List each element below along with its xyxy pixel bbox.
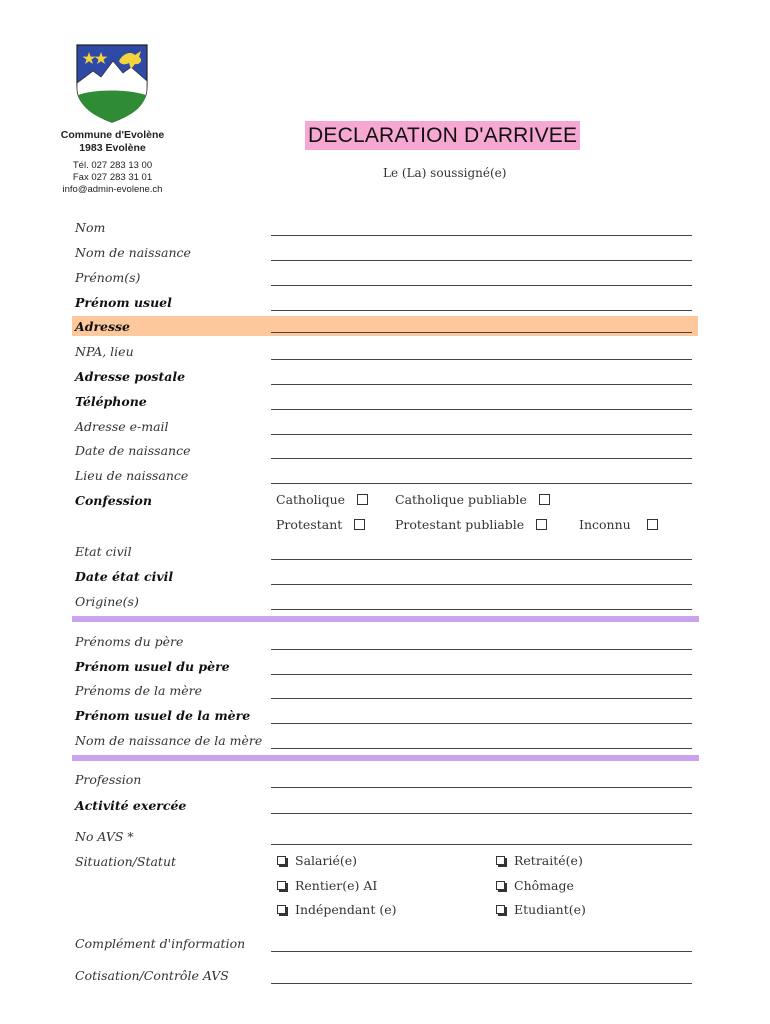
- input-cotisation[interactable]: [271, 983, 692, 984]
- option-catholique-label: Catholique: [276, 492, 346, 507]
- label-npa-lieu: NPA, lieu: [75, 344, 134, 359]
- option-inconnu-label: Inconnu: [579, 517, 631, 532]
- input-email[interactable]: [271, 434, 692, 435]
- label-email: Adresse e-mail: [75, 419, 169, 434]
- checkbox-icon[interactable]: [647, 519, 658, 530]
- option-rentier-label: Rentier(e) AI: [295, 878, 378, 893]
- label-activite: Activité exercée: [75, 798, 187, 813]
- checkbox-icon[interactable]: [496, 881, 505, 890]
- input-prenom-usuel-mere[interactable]: [271, 723, 692, 724]
- option-protestant-publiable[interactable]: [395, 517, 547, 532]
- input-nom-naissance[interactable]: [271, 260, 692, 261]
- option-salarie[interactable]: [277, 853, 357, 868]
- checkbox-icon[interactable]: [496, 905, 505, 914]
- option-etudiant[interactable]: [496, 902, 586, 917]
- row-date-naissance: [0, 441, 770, 465]
- label-date-etat-civil: Date état civil: [75, 569, 174, 584]
- row-prenom-usuel-pere: [0, 657, 770, 681]
- checkbox-icon[interactable]: [496, 856, 505, 865]
- section-divider: [72, 616, 699, 622]
- input-nom[interactable]: [271, 235, 692, 236]
- label-prenom-usuel-mere: Prénom usuel de la mère: [75, 708, 251, 723]
- page-title: DECLARATION D'ARRIVEE: [305, 121, 580, 150]
- input-activite[interactable]: [271, 813, 692, 814]
- row-nom-naissance: [0, 243, 770, 267]
- row-nom: [0, 218, 770, 242]
- option-salarie-label: Salarié(e): [295, 853, 357, 868]
- input-prenoms[interactable]: [271, 285, 692, 286]
- option-etudiant-label: Etudiant(e): [514, 902, 586, 917]
- input-prenoms-pere[interactable]: [271, 649, 692, 650]
- checkbox-icon[interactable]: [277, 881, 286, 890]
- label-situation: Situation/Statut: [75, 854, 177, 869]
- commune-info: [40, 129, 185, 196]
- input-no-avs[interactable]: [271, 844, 692, 845]
- row-email: [0, 417, 770, 441]
- option-catholique-publiable-label: Catholique publiable: [395, 492, 527, 507]
- row-profession: [0, 770, 770, 794]
- label-prenom-usuel: Prénom usuel: [75, 295, 172, 310]
- option-catholique-publiable[interactable]: [395, 492, 550, 507]
- label-lieu-naissance: Lieu de naissance: [75, 468, 189, 483]
- commune-email: info@admin-evolene.ch: [62, 184, 163, 195]
- commune-phone: Tél. 027 283 13 00: [72, 160, 153, 171]
- label-profession: Profession: [75, 772, 142, 787]
- option-independant[interactable]: [277, 902, 397, 917]
- option-protestant-publiable-label: Protestant publiable: [395, 517, 525, 532]
- input-nom-naissance-mere[interactable]: [271, 748, 692, 749]
- commune-crest-logo: [75, 43, 149, 123]
- label-date-naissance: Date de naissance: [75, 443, 191, 458]
- label-etat-civil: Etat civil: [75, 544, 132, 559]
- label-complement: Complément d'information: [75, 936, 246, 951]
- adresse-highlight: [72, 316, 698, 336]
- input-prenom-usuel-pere[interactable]: [271, 674, 692, 675]
- input-adresse-postale[interactable]: [271, 384, 692, 385]
- checkbox-icon[interactable]: [536, 519, 547, 530]
- option-retraite[interactable]: [496, 853, 583, 868]
- row-activite: [0, 796, 770, 820]
- option-chomage[interactable]: [496, 878, 574, 893]
- row-npa-lieu: [0, 342, 770, 366]
- row-etat-civil: [0, 542, 770, 566]
- label-prenoms-mere: Prénoms de la mère: [75, 683, 203, 698]
- input-npa-lieu[interactable]: [271, 359, 692, 360]
- label-nom-naissance-mere: Nom de naissance de la mère: [75, 733, 263, 748]
- input-profession[interactable]: [271, 787, 692, 788]
- row-telephone: [0, 392, 770, 416]
- checkbox-icon[interactable]: [357, 494, 368, 505]
- option-protestant-label: Protestant: [276, 517, 343, 532]
- row-no-avs: [0, 827, 770, 851]
- row-situation: [0, 852, 770, 876]
- row-cotisation: [0, 966, 770, 990]
- label-adresse: Adresse: [75, 319, 131, 334]
- commune-name: Commune d'Evolène: [60, 129, 165, 141]
- row-confession: [0, 491, 770, 515]
- row-prenoms: [0, 268, 770, 292]
- input-lieu-naissance[interactable]: [271, 483, 692, 484]
- checkbox-icon[interactable]: [539, 494, 550, 505]
- input-complement[interactable]: [271, 951, 692, 952]
- input-prenoms-mere[interactable]: [271, 698, 692, 699]
- option-independant-label: Indépendant (e): [295, 902, 397, 917]
- label-adresse-postale: Adresse postale: [75, 369, 186, 384]
- checkbox-icon[interactable]: [277, 856, 286, 865]
- row-adresse-postale: [0, 367, 770, 391]
- input-origine[interactable]: [271, 609, 692, 610]
- commune-fax: Fax 027 283 31 01: [72, 172, 153, 183]
- option-catholique[interactable]: [276, 492, 368, 507]
- row-adresse: [0, 316, 770, 340]
- label-no-avs: No AVS *: [75, 829, 134, 844]
- row-lieu-naissance: [0, 466, 770, 490]
- page-subtitle: Le (La) soussigné(e): [383, 166, 507, 180]
- input-date-etat-civil[interactable]: [271, 584, 692, 585]
- option-protestant[interactable]: [276, 517, 365, 532]
- label-nom: Nom: [75, 220, 106, 235]
- option-retraite-label: Retraité(e): [514, 853, 583, 868]
- row-origine: [0, 592, 770, 616]
- label-origine: Origine(s): [75, 594, 139, 609]
- input-prenom-usuel[interactable]: [271, 310, 692, 311]
- label-prenoms-pere: Prénoms du père: [75, 634, 184, 649]
- row-nom-naissance-mere: [0, 731, 770, 755]
- input-telephone[interactable]: [271, 409, 692, 410]
- label-prenom-usuel-pere: Prénom usuel du père: [75, 659, 230, 674]
- row-complement: [0, 934, 770, 958]
- label-telephone: Téléphone: [75, 394, 147, 409]
- checkbox-icon[interactable]: [277, 905, 286, 914]
- row-prenom-usuel: [0, 293, 770, 317]
- section-divider: [72, 755, 699, 761]
- option-inconnu[interactable]: [579, 517, 658, 532]
- label-nom-naissance: Nom de naissance: [75, 245, 191, 260]
- row-prenoms-pere: [0, 632, 770, 656]
- option-chomage-label: Chômage: [514, 878, 574, 893]
- commune-city: 1983 Evolène: [79, 142, 146, 154]
- row-prenoms-mere: [0, 681, 770, 705]
- label-confession: Confession: [75, 493, 152, 508]
- input-date-naissance[interactable]: [271, 458, 692, 459]
- input-adresse[interactable]: [271, 332, 692, 333]
- input-etat-civil[interactable]: [271, 559, 692, 560]
- option-rentier[interactable]: [277, 878, 377, 893]
- label-prenoms: Prénom(s): [75, 270, 141, 285]
- row-date-etat-civil: [0, 567, 770, 591]
- row-prenom-usuel-mere: [0, 706, 770, 730]
- label-cotisation: Cotisation/Contrôle AVS: [75, 968, 229, 983]
- checkbox-icon[interactable]: [354, 519, 365, 530]
